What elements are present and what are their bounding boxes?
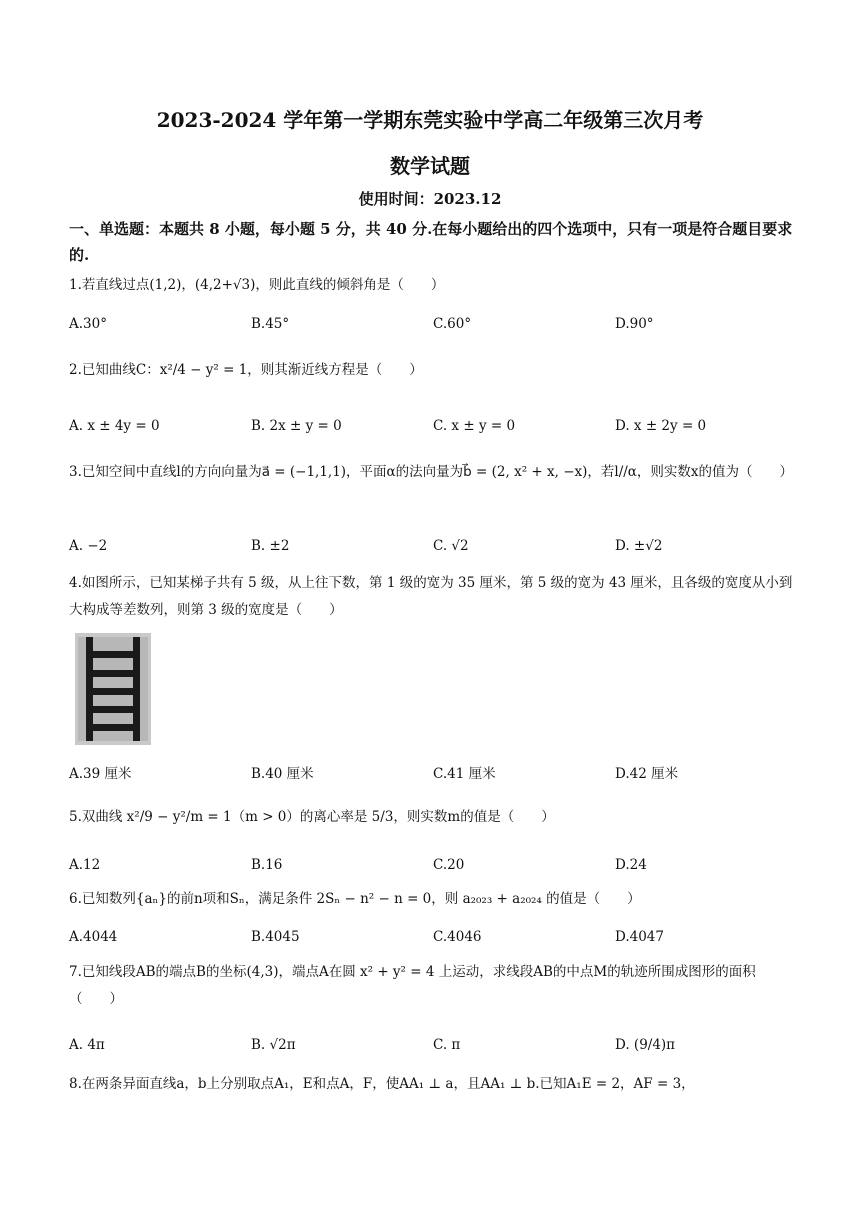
option-d: D.24 bbox=[615, 857, 647, 873]
options-1 bbox=[69, 316, 793, 340]
option-c: C.20 bbox=[433, 857, 465, 873]
option-d: D.42 厘米 bbox=[615, 766, 679, 782]
exam-subject: 数学试题 bbox=[390, 154, 470, 178]
option-d: D.90° bbox=[615, 316, 654, 332]
option-d: D.4047 bbox=[615, 929, 664, 945]
option-d: D. ±√2 bbox=[615, 538, 663, 554]
question-5: 5.双曲线 x²/9 − y²/m = 1（m > 0）的离心率是 5/3，则实数m的值是（ ） bbox=[69, 809, 555, 825]
option-b: B.45° bbox=[251, 316, 290, 332]
option-a: A.39 厘米 bbox=[69, 766, 132, 782]
option-a: A.12 bbox=[69, 857, 101, 873]
options-5 bbox=[69, 857, 793, 881]
question-1: 1.若直线过点(1,2)，(4,2+√3)，则此直线的倾斜角是（ ） bbox=[69, 277, 445, 293]
option-b: B. ±2 bbox=[251, 538, 290, 554]
options-6 bbox=[69, 929, 793, 953]
option-d: D. x ± 2y = 0 bbox=[615, 418, 707, 434]
ladder-figure bbox=[75, 633, 151, 745]
option-a: A.30° bbox=[69, 316, 107, 332]
question-4: 4.如图所示，已知某梯子共有 5 级，从上往下数，第 1 级的宽为 35 厘米，第 5 级的宽为 43 厘米，且各级的宽度从小到大构成等差数列，则第 3 级的宽度是（ ） bbox=[69, 575, 793, 618]
option-a: A. 4π bbox=[69, 1037, 105, 1053]
exam-title: 2023-2024 学年第一学期东莞实验中学高二年级第三次月考 bbox=[156, 108, 704, 132]
options-2 bbox=[69, 418, 793, 442]
option-a: A. −2 bbox=[69, 538, 108, 554]
question-7: 7.已知线段AB的端点B的坐标(4,3)，端点A在圆 x² + y² = 4 上运动，求线段AB的中点M的轨迹所围成图形的面积（ ） bbox=[69, 964, 756, 1007]
option-a: A.4044 bbox=[69, 929, 118, 945]
option-c: C. x ± y = 0 bbox=[433, 418, 516, 434]
question-2: 2.已知曲线C：x²/4 − y² = 1，则其渐近线方程是（ ） bbox=[69, 362, 423, 378]
options-7 bbox=[69, 1037, 793, 1061]
option-c: C. π bbox=[433, 1037, 461, 1053]
question-3: 3.已知空间中直线l的方向向量为a⃗ = (−1,1,1)，平面α的法向量为b⃗ = (2, x² + x, −x)，若l//α，则实数x的值为（ ） bbox=[69, 464, 794, 480]
option-b: B. √2π bbox=[251, 1037, 296, 1053]
option-c: C.4046 bbox=[433, 929, 482, 945]
section-heading: 一、单选题：本题共 8 小题，每小题 5 分，共 40 分.在每小题给出的四个选项中，只有一项是符合题目要求的. bbox=[69, 220, 793, 264]
option-b: B. 2x ± y = 0 bbox=[251, 418, 342, 434]
options-3 bbox=[69, 538, 793, 562]
option-d: D. (9/4)π bbox=[615, 1037, 676, 1053]
exam-time: 使用时间：2023.12 bbox=[358, 190, 502, 208]
option-b: B.40 厘米 bbox=[251, 766, 314, 782]
question-6: 6.已知数列{aₙ}的前n项和Sₙ，满足条件 2Sₙ − n² − n = 0，则 a₂₀₂₃ + a₂₀₂₄ 的值是（ ） bbox=[69, 891, 641, 907]
option-b: B.16 bbox=[251, 857, 283, 873]
option-a: A. x ± 4y = 0 bbox=[69, 418, 160, 434]
option-c: C.60° bbox=[433, 316, 472, 332]
options-4 bbox=[69, 762, 793, 786]
option-b: B.4045 bbox=[251, 929, 300, 945]
option-c: C. √2 bbox=[433, 538, 469, 554]
option-c: C.41 厘米 bbox=[433, 766, 496, 782]
question-8: 8.在两条异面直线a，b上分别取点A₁，E和点A，F，使AA₁ ⊥ a，且AA₁ ⊥ b.已知A₁E = 2，AF = 3， bbox=[69, 1076, 695, 1092]
